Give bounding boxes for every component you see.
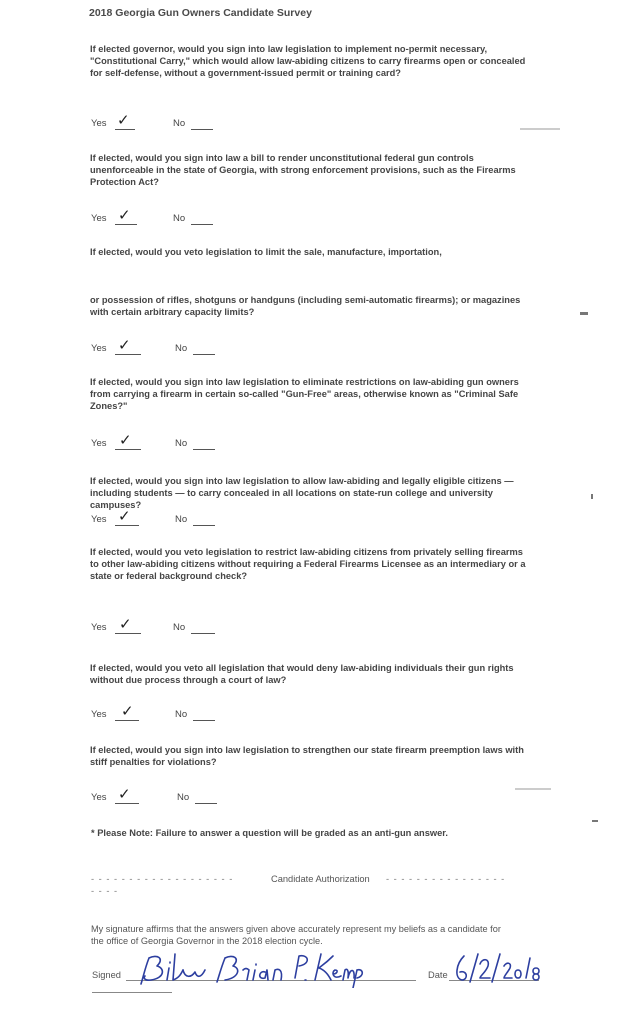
scan-speck <box>592 820 598 822</box>
yes-label: Yes <box>91 709 107 720</box>
handwritten-signature <box>135 948 365 988</box>
no-label: No <box>175 514 188 525</box>
checkmark-icon: ✓ <box>121 702 134 720</box>
no-line <box>191 129 213 130</box>
no-label: No <box>175 438 188 449</box>
no-label: No <box>175 343 188 354</box>
dashes-right: - - - - - - - - - - - - - - - - <box>386 874 506 884</box>
checkmark-icon: ✓ <box>118 507 131 525</box>
yes-line <box>115 129 135 130</box>
scan-speck <box>515 788 551 790</box>
question-3-continued: or possession of rifles, shotguns or handguns (including semi-automatic firearms); or magazines with certain arbitrary capacity limits? <box>90 295 521 317</box>
no-label: No <box>173 118 186 129</box>
scan-speck <box>580 312 588 315</box>
question-6: If elected, would you veto legislation to restrict law-abiding citizens from privately selling firearms to other law-abiding citizens without requiring a Federal Firearms Licensee as an intermediary or a state or federal background check? <box>90 547 526 581</box>
checkmark-icon: ✓ <box>118 785 131 803</box>
dashes-left: - - - - - - - - - - - - - - - - - - - <box>91 874 234 884</box>
no-line <box>195 803 217 804</box>
yes-line <box>115 354 141 355</box>
no-line <box>193 354 215 355</box>
yes-label: Yes <box>91 118 107 129</box>
question-5: If elected, would you sign into law legislation to allow law-abiding and legally eligible citizens — including students — to carry concealed in all locations on state-run college and university campuses? <box>90 476 514 510</box>
no-label: No <box>177 792 190 803</box>
question-8: If elected, would you sign into law legislation to strengthen our state firearm preemption laws with stiff penalties for violations? <box>90 745 524 767</box>
date-label: Date <box>428 970 448 980</box>
question-1: If elected governor, would you sign into law legislation to implement no-permit necessary, "Constitutional Carry," which would allow law-abiding citizens to carry firearms open or concealed for self-defense, without a government-issued permit or training card? <box>90 44 526 78</box>
checkmark-icon: ✓ <box>117 111 130 129</box>
scan-speck <box>591 494 593 499</box>
survey-title: 2018 Georgia Gun Owners Candidate Survey <box>89 7 312 19</box>
yes-label: Yes <box>91 438 107 449</box>
question-2: If elected, would you sign into law a bill to render unconstitutional federal gun controls unenforceable in the state of Georgia, with strong enforcement provisions, such as the Firearms Protection Act? <box>90 153 516 187</box>
checkmark-icon: ✓ <box>119 431 132 449</box>
yes-label: Yes <box>91 514 107 525</box>
no-line <box>193 720 215 721</box>
no-label: No <box>175 709 188 720</box>
yes-line <box>115 633 141 634</box>
no-line <box>193 525 215 526</box>
yes-label: Yes <box>91 622 107 633</box>
yes-line <box>115 720 139 721</box>
question-7: If elected, would you veto all legislation that would deny law-abiding individuals their gun rights without due process through a court of law? <box>90 663 514 685</box>
signed-label: Signed <box>92 970 121 980</box>
please-note: * Please Note: Failure to answer a question will be graded as an anti-gun answer. <box>91 828 448 838</box>
yes-line <box>115 525 139 526</box>
question-4: If elected, would you sign into law legislation to eliminate restrictions on law-abiding gun owners from carrying a firearm in certain so-called "Gun-Free" areas, otherwise known as "Criminal Safe Zones?" <box>90 377 519 411</box>
handwritten-date <box>452 952 542 984</box>
yes-line <box>115 449 141 450</box>
authorization-label: Candidate Authorization <box>271 874 370 884</box>
yes-label: Yes <box>91 213 107 224</box>
no-label: No <box>173 622 186 633</box>
no-line <box>191 633 215 634</box>
yes-label: Yes <box>91 343 107 354</box>
scan-speck <box>520 128 560 130</box>
yes-line <box>115 803 139 804</box>
yes-line <box>115 224 137 225</box>
no-line <box>191 224 213 225</box>
checkmark-icon: ✓ <box>118 206 131 224</box>
checkmark-icon: ✓ <box>118 336 131 354</box>
signature-line-continued <box>92 992 172 993</box>
yes-label: Yes <box>91 792 107 803</box>
dashes-wrap: - - - - <box>91 886 119 896</box>
affirmation-text: My signature affirms that the answers given above accurately represent my beliefs as a candidate for the office of Georgia Governor in the 2018 election cycle. <box>91 924 501 946</box>
no-line <box>193 449 215 450</box>
no-label: No <box>173 213 186 224</box>
question-3: If elected, would you veto legislation to limit the sale, manufacture, importation, <box>90 247 442 257</box>
checkmark-icon: ✓ <box>119 615 132 633</box>
